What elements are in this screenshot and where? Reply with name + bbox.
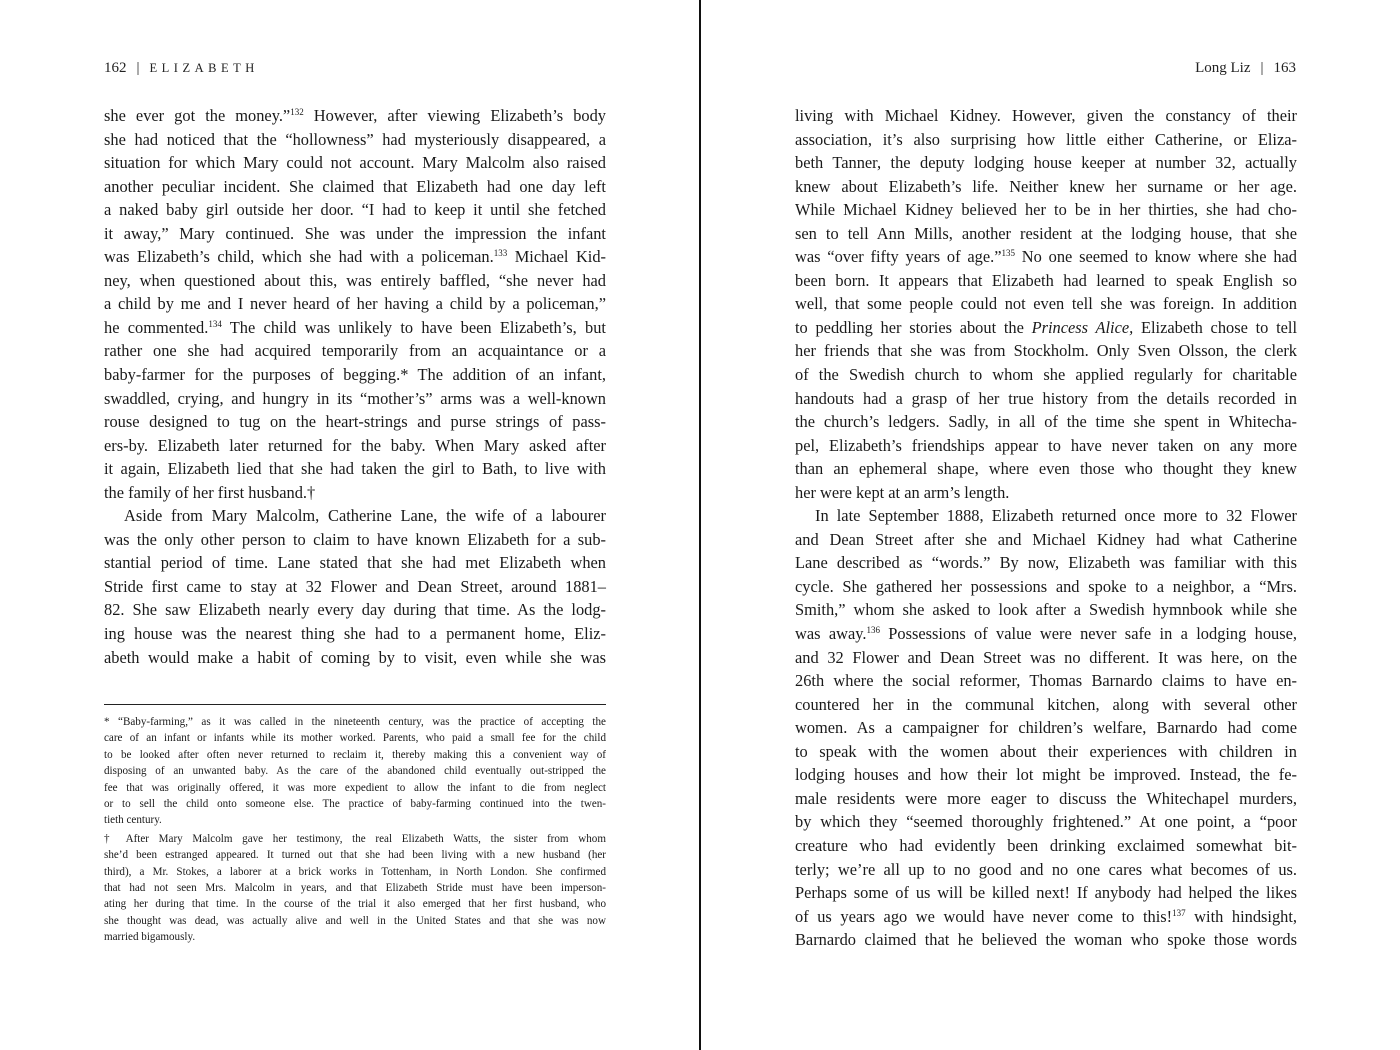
- left-line: ers-by. Elizabeth later returned for the baby. When Mary asked after: [104, 435, 606, 455]
- left-page: [0, 0, 699, 1050]
- right-page-number: 163: [1273, 60, 1296, 76]
- right-line: her were kept at an arm’s length.: [795, 482, 1010, 502]
- left-line: rather one she had acquired temporarily from an acquaintance or a: [104, 341, 606, 361]
- right-line: 26th where the social reformer, Thomas Barnardo claims to have en-: [795, 671, 1297, 691]
- right-line: women. As a campaigner for children’s welfare, Barnardo had come: [795, 718, 1297, 738]
- left-line: situation for which Mary could not account. Mary Malcolm also raised: [104, 153, 606, 173]
- left-line: abeth would make a habit of coming by to visit, even while she was: [104, 647, 606, 667]
- footnote-line: married bigamously.: [104, 931, 196, 944]
- left-line: it again, Elizabeth lied that she had taken the girl to Bath, to live with: [104, 459, 606, 479]
- footnote-line: tieth century.: [104, 814, 162, 827]
- right-line: male residents were more eager to discuss the Whitechapel murders,: [795, 788, 1297, 808]
- footnote-rule: [104, 704, 606, 705]
- right-line: of the Swedish church to whom she applied regularly for charitable: [795, 365, 1297, 385]
- right-line: her friends that she was from Stockholm. Only Sven Olsson, the clerk: [795, 341, 1297, 361]
- footnote-line: fee that was originally offered, it was more expedient to allow the infant to die from neglect: [104, 781, 606, 794]
- right-line: In late September 1888, Elizabeth returned once more to 32 Flower: [815, 506, 1297, 526]
- right-line: sen to tell Ann Mills, another resident at the lodging house, that she: [795, 223, 1297, 243]
- right-line: been born. It appears that Elizabeth had learned to speak English so: [795, 270, 1297, 290]
- right-line: handouts had a grasp of her true history from the details recorded in: [795, 388, 1297, 408]
- footnote-line: ating her during that time. In the course of the trial it also emerged that her first husband, who: [104, 898, 606, 911]
- left-running-head: [104, 60, 259, 77]
- right-line: terly; we’re all up to no good and no one cares what becomes of us.: [795, 859, 1297, 879]
- right-line: than an ephemeral shape, where even those who thought they knew: [795, 459, 1297, 479]
- right-line: Smith,” whom she asked to look after a Swedish hymnbook while she: [795, 600, 1297, 620]
- right-line: knew about Elizabeth’s life. Neither knew her surname or her age.: [795, 176, 1297, 196]
- right-line: countered her in the communal kitchen, along with several other: [795, 694, 1297, 714]
- footnote-line: to be looked after often never returned to reclaim it, thereby making this a convenient way of: [104, 748, 606, 761]
- left-line: Stride first came to stay at 32 Flower and Dean Street, around 1881–: [104, 576, 606, 596]
- right-line: to peddling her stories about the Princess Alice, Elizabeth chose to tell: [795, 317, 1298, 337]
- right-line: association, it’s also surprising how little either Catherine, or Eliza-: [795, 129, 1297, 149]
- left-line: 82. She saw Elizabeth nearly every day during that time. As the lodg-: [104, 600, 606, 620]
- left-line: she had noticed that the “hollowness” had mysteriously disappeared, a: [104, 129, 606, 149]
- left-line: swaddled, crying, and hungry in its “mother’s” arms was a well-known: [104, 388, 606, 408]
- left-line: she ever got the money.”$^{132}$ However, after viewing Elizabeth’s body: [104, 106, 606, 125]
- left-line: he commented.$^{134}$ The child was unlikely to have been Elizabeth’s, but: [104, 317, 606, 337]
- running-head-separator: |: [1260, 60, 1264, 76]
- right-line: beth Tanner, the deputy lodging house keeper at number 32, actually: [795, 153, 1297, 173]
- right-line: living with Michael Kidney. However, given the constancy of their: [795, 106, 1297, 125]
- right-line: and Dean Street after she and Michael Kidney had what Catherine: [795, 529, 1297, 549]
- right-running-title: Long Liz: [1195, 60, 1251, 76]
- right-body-text: [795, 104, 1297, 952]
- left-line: rouse designed to tug on the heart-strings and purse strings of pass-: [104, 412, 606, 432]
- footnote-line: third), a Mr. Stokes, a laborer at a brick works in Tottenham, in North London. She confirmed: [104, 865, 606, 878]
- footnote-line: that had not seen Mrs. Malcolm in years, and that Elizabeth Stride must have been imperson-: [104, 881, 606, 894]
- right-line: Perhaps some of us will be killed next! If anybody had helped the likes: [795, 883, 1297, 903]
- left-running-title: ELIZABETH: [149, 61, 259, 75]
- left-line: was Elizabeth’s child, which she had with a policeman.$^{133}$ Michael Kid-: [104, 247, 606, 267]
- right-running-head: [1195, 60, 1296, 77]
- right-line: of us years ago we would have never come to this!$^{137}$ with hindsight,: [795, 906, 1298, 926]
- left-line: ing house was the nearest thing she had to a permanent home, Eliz-: [104, 624, 606, 644]
- right-page: [701, 0, 1400, 1050]
- right-line: Barnardo claimed that he believed the woman who spoke those words: [795, 930, 1297, 950]
- left-line: stantial period of time. Lane stated that she had met Elizabeth when: [104, 553, 606, 573]
- right-line: lodging houses and how their lot might be improved. Instead, the fe-: [795, 765, 1297, 785]
- right-line: While Michael Kidney believed her to be in her thirties, she had cho-: [795, 200, 1297, 220]
- left-line: another peculiar incident. She claimed that Elizabeth had one day left: [104, 176, 606, 196]
- footnotes: [104, 714, 606, 945]
- right-line: was away.$^{136}$ Possessions of value were never safe in a lodging house,: [795, 624, 1298, 644]
- footnote-line: or to sell the child onto someone else. The practice of baby-farming continued into the twen-: [104, 797, 606, 810]
- left-line: a naked baby girl outside her door. “I had to keep it until she fetched: [104, 200, 606, 220]
- right-line: by which they “seemed thoroughly frightened.” At one point, a “poor: [795, 812, 1297, 832]
- right-line: to speak with the women about their experiences with children in: [795, 741, 1297, 761]
- right-line: cycle. She gathered her possessions and spoke to a neighbor, a “Mrs.: [795, 576, 1297, 596]
- footnote-line: disposing of an unwanted baby. As the care of the abandoned child eventually out-stripped the: [104, 765, 606, 778]
- footnote-line: she thought was dead, was actually alive and well in the United States and that she was now: [104, 914, 606, 927]
- right-line: was “over fifty years of age.”$^{135}$ No one seemed to know where she had: [795, 247, 1297, 267]
- right-line: pel, Elizabeth’s friendships appear to have never taken on any more: [795, 435, 1297, 455]
- left-body-text: [104, 104, 606, 669]
- right-line: and 32 Flower and Dean Street was no different. It was here, on the: [795, 647, 1297, 667]
- right-line: the church’s ledgers. Sadly, in all of the time she spent in Whitecha-: [795, 412, 1297, 432]
- footnote-line: care of an infant or infants while its mother worked. Parents, who paid a small fee for the child: [104, 732, 606, 745]
- footnote-line: † After Mary Malcolm gave her testimony, the real Elizabeth Watts, the sister from whom: [104, 832, 606, 845]
- left-line: Aside from Mary Malcolm, Catherine Lane, the wife of a labourer: [124, 506, 606, 526]
- left-page-number: 162: [104, 60, 127, 76]
- right-line: Lane described as “words.” By now, Elizabeth was familiar with this: [795, 553, 1297, 573]
- left-line: it away,” Mary continued. She was under the impression the infant: [104, 223, 606, 243]
- right-line: creature who had evidently been drinking exclaimed somewhat bit-: [795, 835, 1297, 855]
- footnote-line: she’d been estranged appeared. It turned out that she had been living with a new husband (her: [104, 849, 606, 862]
- left-line: baby-farmer for the purposes of begging.* The addition of an infant,: [104, 365, 606, 385]
- left-line: was the only other person to claim to have known Elizabeth for a sub-: [104, 529, 606, 549]
- footnote-line: * “Baby-farming,” as it was called in the nineteenth century, was the practice of accepting the: [104, 716, 606, 728]
- running-head-separator: |: [136, 60, 140, 76]
- left-line: the family of her first husband.†: [104, 482, 316, 502]
- left-line: a child by me and I never heard of her having a child by a policeman,”: [104, 294, 606, 314]
- right-line: well, that some people could not even tell she was foreign. In addition: [795, 294, 1297, 314]
- left-line: ney, when questioned about this, was entirely baffled, “she never had: [104, 270, 606, 290]
